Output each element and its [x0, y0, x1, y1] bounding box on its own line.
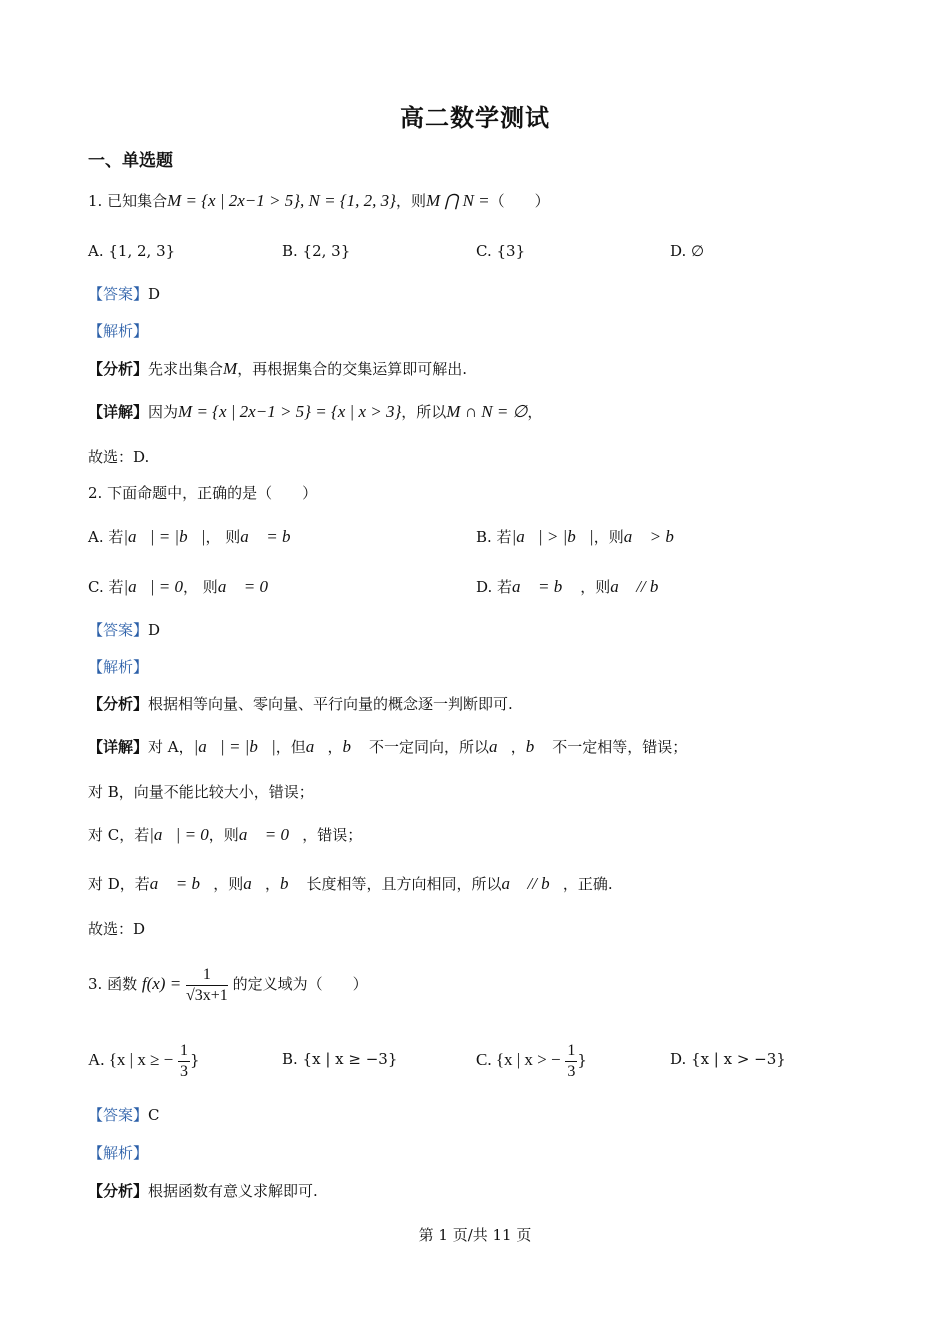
q2-xj4-pre: 对 D，若	[88, 875, 150, 893]
analysis-tag: 【解析】	[88, 322, 149, 340]
q2-optB-pre: B. 若	[476, 528, 512, 546]
q1-stem-suffix: （ ）	[489, 192, 550, 210]
q2-optC-math2: a⃗ = 0	[217, 577, 269, 596]
analysis-tag: 【解析】	[88, 658, 149, 676]
answer-value: D	[148, 621, 161, 639]
q2-stem: 2. 下面命题中，正确的是（ ）	[88, 484, 318, 502]
q2-option-a	[88, 526, 304, 548]
q3-optA-den: 3	[180, 1062, 189, 1080]
q2-xj1-m4: a⃗	[489, 737, 511, 756]
q1-analysis-tag	[88, 320, 148, 342]
q2-optA-math2: a⃗ = b⃗	[240, 527, 304, 546]
q2-option-c	[88, 576, 268, 598]
q3-frac-num: 1	[186, 965, 228, 986]
q1-option-b: B. {2, 3}	[282, 242, 351, 260]
q2-optD-math: a⃗ = b⃗	[512, 577, 576, 596]
q3-fraction	[186, 965, 228, 1006]
q1-stem-math: M = {x | 2x−1 > 5}, N = {1, 2, 3}	[167, 191, 396, 210]
q2-xj1-m2: a⃗	[305, 737, 328, 756]
q3-optC-den: 3	[567, 1062, 576, 1080]
q3-optC-text: C. {x | x > −	[476, 1050, 561, 1069]
q2-option-b	[476, 526, 687, 548]
q2-xj1-m5: b⃗	[525, 737, 548, 756]
q2-optB-math: |a⃗| > |b⃗|	[511, 527, 594, 546]
q2-xj4-m2: a⃗	[243, 874, 265, 893]
answer-tag: 【答案】	[88, 621, 149, 639]
xiangjie-tag: 【详解】	[88, 738, 149, 756]
q2-xj1-a: ，但	[275, 738, 306, 756]
fenxi-tag: 【分析】	[88, 360, 149, 378]
q2-optD-math2: a⃗ // b⃗	[610, 577, 672, 596]
q2-optA-pre: A. 若	[88, 528, 124, 546]
q3-optA-text: A. {x | x ≥ −	[88, 1050, 174, 1069]
q1-xj-mid: ，所以	[401, 403, 447, 421]
q1-conclusion: 故选：D.	[88, 448, 150, 466]
q2-xj3-math: |a⃗| = 0	[149, 825, 209, 844]
q3-option-b: B. {x | x ≥ −3}	[282, 1050, 398, 1068]
q3-stem-math: f(x) =	[141, 974, 182, 993]
q2-fenxi	[88, 693, 513, 715]
q3-stem-suffix: 的定义域为（ ）	[232, 975, 368, 993]
q2-xj3-mid: ，则	[208, 826, 239, 844]
q2-optC-math: |a⃗| = 0	[123, 577, 184, 596]
fenxi-tag: 【分析】	[88, 1182, 149, 1200]
section-heading: 一、单选题	[88, 151, 173, 171]
q2-answer	[88, 619, 160, 641]
q2-xj3-pre: 对 C，若	[88, 826, 150, 844]
answer-value: C	[148, 1106, 160, 1124]
q2-optC-pre: C. 若	[88, 578, 124, 596]
q3-optA-frac	[178, 1041, 190, 1082]
q3-stem	[88, 962, 368, 1006]
q1-fenxi-post: ，再根据集合的交集运算即可解出.	[237, 360, 467, 378]
q2-optA-math: |a⃗| = |b⃗|	[123, 527, 206, 546]
q3-analysis-tag	[88, 1142, 148, 1164]
q1-xj-end: ，	[527, 403, 543, 421]
fenxi-tag: 【分析】	[88, 695, 149, 713]
q2-fenxi-text: 根据相等向量、零向量、平行向量的概念逐一判断即可.	[148, 695, 513, 713]
q2-xj1-pre: 对 A，	[148, 738, 194, 756]
answer-tag: 【答案】	[88, 1106, 149, 1124]
q2-optD-pre: D. 若	[476, 578, 513, 596]
analysis-tag: 【解析】	[88, 1144, 149, 1162]
q2-xj4-math: a⃗ = b⃗	[149, 874, 214, 893]
q2-xj4-a: ，则	[213, 875, 244, 893]
q2-optA-mid: ， 则	[205, 528, 241, 546]
q1-stem-math2: M ⋂ N =	[425, 191, 490, 210]
xiangjie-tag: 【详解】	[88, 403, 149, 421]
q1-xj-math2: M ∩ N = ∅	[446, 402, 528, 421]
q2-xj1-b: ，	[327, 738, 343, 756]
q1-fenxi-math: M	[223, 359, 238, 378]
q1-xj-pre: 因为	[148, 403, 179, 421]
q3-option-d: D. {x | x > −3}	[670, 1050, 786, 1068]
q3-optC-frac	[565, 1041, 577, 1082]
q3-answer	[88, 1104, 160, 1126]
q1-stem-mid: ，则	[395, 192, 426, 210]
q2-xiangjie-line1	[88, 736, 687, 758]
page-footer: 第 1 页/共 11 页	[418, 1226, 532, 1244]
q3-optA-end: }	[190, 1051, 200, 1069]
q2-xiangjie-line4	[88, 873, 613, 895]
q1-answer	[88, 283, 160, 305]
q2-xj1-math: |a⃗| = |b⃗|	[193, 737, 276, 756]
q2-xj1-m3: b⃗	[342, 737, 365, 756]
q1-fenxi	[88, 358, 467, 380]
q1-option-c: C. {3}	[476, 242, 526, 260]
q2-xj1-d: ，	[510, 738, 526, 756]
q3-option-c	[476, 1038, 587, 1082]
q2-conclusion: 故选：D	[88, 920, 146, 938]
q3-fenxi	[88, 1180, 318, 1202]
q2-xj1-c: 不一定同向，所以	[364, 738, 490, 756]
q2-optB-mid: ，则	[593, 528, 624, 546]
q2-xj4-m4: a⃗ // b⃗	[501, 874, 563, 893]
q3-optC-num: 1	[565, 1041, 577, 1062]
q2-optD-mid: ，则	[575, 578, 611, 596]
q1-option-a: A. {1, 2, 3}	[88, 242, 176, 260]
q3-option-a	[88, 1038, 200, 1082]
q2-xj4-c: 长度相等，且方向相同，所以	[301, 875, 502, 893]
q3-frac-den: √3x+1	[185, 986, 228, 1004]
q3-optA-num: 1	[178, 1041, 190, 1062]
q1-xiangjie	[88, 401, 542, 423]
q1-fenxi-pre: 先求出集合	[148, 360, 224, 378]
answer-value: D	[148, 285, 161, 303]
q3-fenxi-text: 根据函数有意义求解即可.	[148, 1182, 318, 1200]
q2-xiangjie-line2: 对 B，向量不能比较大小，错误；	[88, 783, 314, 801]
q2-optB-math2: a⃗ > b⃗	[623, 527, 688, 546]
q2-xiangjie-line3	[88, 824, 362, 846]
q2-option-d	[476, 576, 672, 598]
answer-tag: 【答案】	[88, 285, 149, 303]
q1-stem-prefix: 1. 已知集合	[88, 192, 168, 210]
q2-optC-mid: ， 则	[183, 578, 218, 596]
q1-stem	[88, 190, 550, 212]
q3-optC-end: }	[577, 1051, 587, 1069]
q1-xj-math: M = {x | 2x−1 > 5} = {x | x > 3}	[178, 402, 402, 421]
q2-xj4-m3: b⃗	[279, 874, 302, 893]
q2-xj1-e: 不一定相等，错误；	[547, 738, 688, 756]
q3-stem-prefix: 3. 函数	[88, 975, 138, 993]
q2-xj3-end: ，错误；	[302, 826, 363, 844]
q2-analysis-tag	[88, 656, 148, 678]
q1-option-d: D. ∅	[670, 242, 705, 260]
q2-xj4-b: ，	[264, 875, 280, 893]
q2-xj3-math2: a⃗ = 0⃗	[238, 825, 303, 844]
q2-xj4-end: ，正确.	[562, 875, 613, 893]
page-title: 高二数学测试	[400, 104, 550, 132]
